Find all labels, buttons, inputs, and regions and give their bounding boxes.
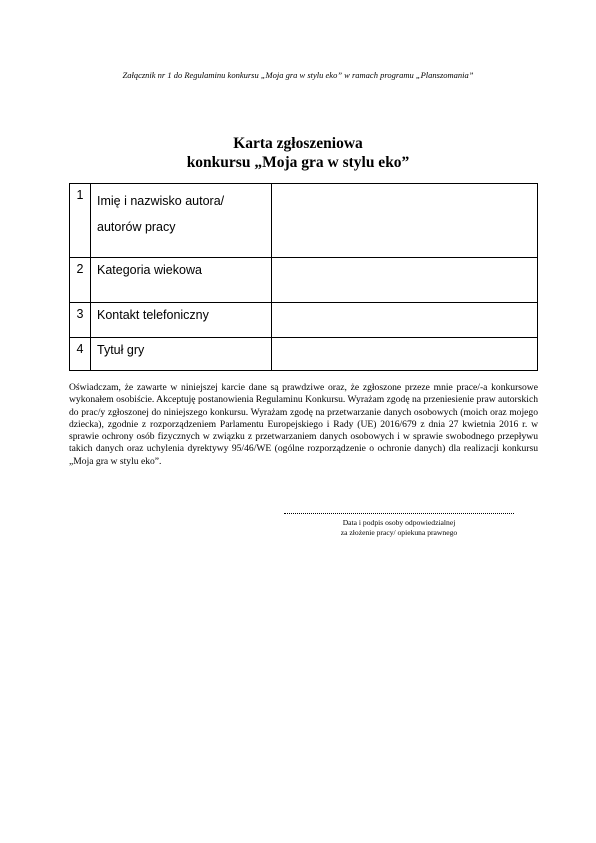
row-label <box>91 258 272 303</box>
row-label-line: Kategoria wiekowa <box>97 263 202 277</box>
form-title-line1: Karta zgłoszeniowa <box>233 135 363 152</box>
table-row <box>70 338 538 371</box>
signature-caption-line1: Data i podpis osoby odpowiedzialnej <box>342 518 456 527</box>
row-label-line: Kontakt telefoniczny <box>97 308 209 322</box>
consent-statement: Oświadczam, że zawarte w niniejszej karcie dane są prawdziwe oraz, że zgłoszone przeze mnie prace/-a konkursowe wykonałem osobiście. Akceptuję postanowienia Regulaminu Konkursu. Wyrażam zgodę na przeniesienie praw autorskich do prac/y zgłoszonej do niniejszego konkursu. Wyrażam zgodę na przetwarzanie danych osobowych (moich oraz mojego dziecka), zgodnie z rozporządzeniem Parlamentu Europejskiego i Rady (UE) 2016/679 z dnia 27 kwietnia 2016 r. w sprawie ochrony osób fizycznych w związku z przetwarzaniem danych osobowych i w sprawie swobodnego przepływu takich danych oraz uchylenia dyrektywy 95/46/WE (ogólne rozporządzenie o ochronie danych) dla realizacji konkursu „Moja gra w stylu eko”. <box>69 382 538 467</box>
application-form-table <box>69 183 538 371</box>
row-label <box>91 338 272 371</box>
form-title <box>0 134 596 172</box>
table-row <box>70 258 538 303</box>
row-number: 4 <box>70 338 91 371</box>
game-title-field[interactable] <box>272 338 538 371</box>
row-label <box>91 303 272 338</box>
age-category-field[interactable] <box>272 258 538 303</box>
signature-caption-line2: za złożenie pracy/ opiekuna prawnego <box>340 528 458 537</box>
form-title-line2: konkursu „Moja gra w stylu eko” <box>186 154 410 171</box>
row-label-line: Tytuł gry <box>97 343 145 357</box>
attachment-note: Załącznik nr 1 do Regulaminu konkursu „Moja gra w stylu eko” w ramach programu „Planszomania” <box>122 70 474 80</box>
signature-caption <box>284 518 514 538</box>
row-number: 2 <box>70 258 91 303</box>
row-number: 1 <box>70 184 91 258</box>
signature-line[interactable] <box>284 513 514 514</box>
row-label-line: autorów pracy <box>97 220 176 234</box>
row-number: 3 <box>70 303 91 338</box>
table-row <box>70 303 538 338</box>
author-name-field[interactable] <box>272 184 538 258</box>
table-row <box>70 184 538 258</box>
row-label <box>91 184 272 258</box>
row-label-line: Imię i nazwisko autora/ <box>97 194 225 208</box>
phone-contact-field[interactable] <box>272 303 538 338</box>
